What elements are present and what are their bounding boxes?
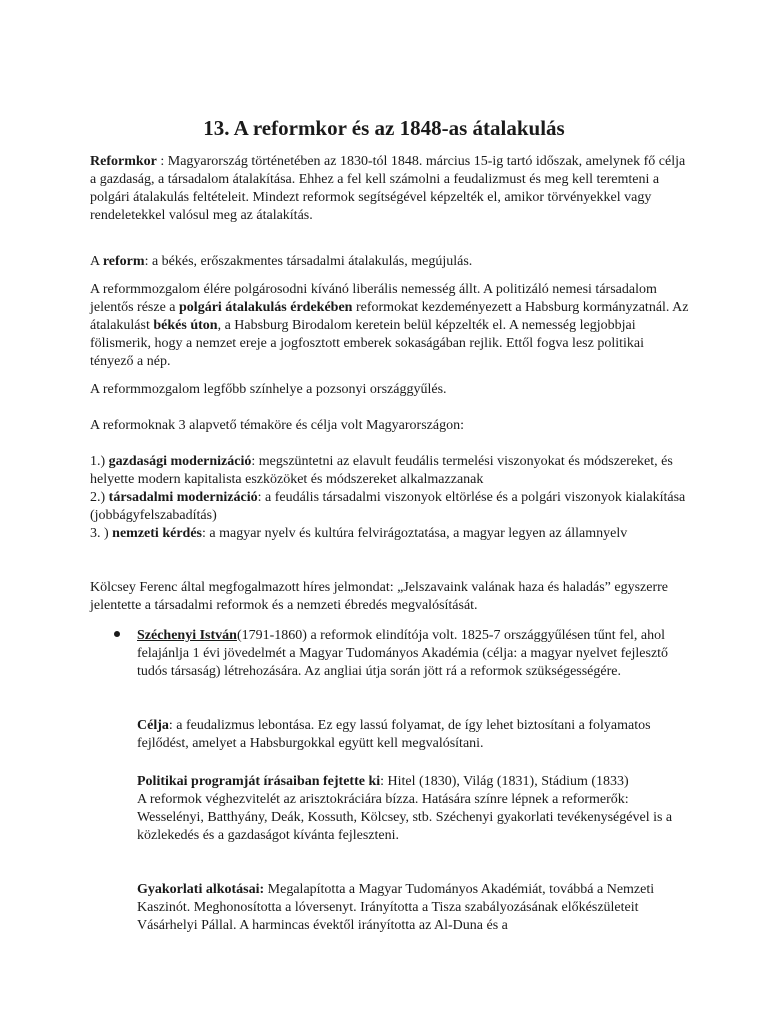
list-item-nemzeti <box>90 525 690 543</box>
term-gyakorlati: Gyakorlati alkotásai: <box>137 882 265 897</box>
paragraph-text: A <box>90 254 103 269</box>
list-text: : megszüntetni az elavult feudális termelési viszonyokat és módszereket, és helyette modern kapitalista eszközöket és módszereket alkalmazzanak <box>90 454 673 487</box>
paragraph-kolcsey: Kölcsey Ferenc által megfogalmazott híres jelmondat: „Jelszavaink valának haza és haladás” egyszerre jelentette a társadalmi reformok és a nemzeti ébredés megvalósítását. <box>90 580 669 613</box>
list-item-gazdasagi <box>90 453 690 489</box>
list-number: 2.) <box>90 490 109 505</box>
term-nemzeti: nemzeti kérdés <box>112 526 202 541</box>
list-item-tarsadalmi <box>90 489 690 525</box>
term-program: Politikai programját írásaiban fejtette ki <box>137 774 381 789</box>
paragraph-celja <box>137 717 692 753</box>
paragraph-temakorok: A reformoknak 3 alapvető témaköre és célja volt Magyarországon: <box>90 418 464 433</box>
bullet-icon <box>114 631 120 637</box>
paragraph-text: : a feudalizmus lebontása. Ez egy lassú folyamat, de így lehet biztosítani a folyamatos fejlődést, amelyet a Habsburgokkal együtt kell megvalósítani. <box>137 718 651 751</box>
name-szechenyi-text: Széchenyi István <box>137 628 237 643</box>
paragraph-text: : Magyarország történetében az 1830-tól 1848. március 15-ig tartó időszak, amelynek fő célja a gazdaság, a társadalom átalakítása. Ehhez a fel kell számolni a feudalizmust és meg kell teremteni a polgári átalakulás feltételeit. Mindezt reformok segítségével képzelték el, amikor törvényekkel vagy rendeletekkel valósul meg az átalakítás. <box>90 154 686 223</box>
paragraph-text: , a Habsburg Birodalom keretein belül képzelték el. A nemesség legjobbjai fölismerik, hogy a nemzet ereje a jogfosztott emberek sokaságában rejlik. Ettől fogva lesz politikai tényező a nép. <box>90 318 644 369</box>
term-celja: Célja <box>137 718 169 733</box>
paragraph-gyakorlati <box>137 881 692 935</box>
paragraph-text: A reformok véghezvitelét az arisztokráciára bízza. Hatására színre lépnek a reformerők: Wesselényi, Batthyány, Deák, Kossuth, Kölcsey, stb. Széchenyi gyakorlati tevékenységével is a közlekedés és a gazdaságot kívánta fejleszteni. <box>137 792 673 843</box>
term-reform: reform <box>102 254 145 269</box>
paragraph-text: reformokat kezdeményezett a Habsburg kormányzatnál. Az átalakulást <box>90 300 689 333</box>
list-number: 3. ) <box>90 526 113 541</box>
paragraph-reformmozgalom <box>90 281 690 371</box>
paragraph-reform <box>90 253 690 271</box>
term-reformkor: Reformkor <box>90 154 157 169</box>
paragraph-text: A reformmozgalom élére polgárosodni kívánó liberális nemesség állt. A politizáló nemesi társadalom jelentős része a <box>90 282 657 315</box>
paragraph-text: : a békés, erőszakmentes társadalmi átalakulás, megújulás. <box>144 254 473 269</box>
paragraph-szechenyi <box>137 627 692 681</box>
term-bekes-uton: békés úton <box>153 318 218 333</box>
paragraph-szinhely: A reformmozgalom legfőbb színhelye a pozsonyi országgyűlés. <box>90 382 447 397</box>
term-tarsadalmi: társadalmi modernizáció <box>108 490 258 505</box>
list-number: 1.) <box>90 454 109 469</box>
list-text: : a magyar nyelv és kultúra felvirágoztatása, a magyar legyen az államnyelv <box>201 526 628 541</box>
term-gazdasagi: gazdasági modernizáció <box>108 454 252 469</box>
paragraph-text: : Hitel (1830), Világ (1831), Stádium (1833) <box>380 774 629 789</box>
page-title: 13. A reformkor és az 1848-as átalakulás <box>203 116 565 140</box>
paragraph-reformkor <box>90 153 690 225</box>
paragraph-program <box>137 773 692 845</box>
paragraph-text: Megalapította a Magyar Tudományos Akadémiát, továbbá a Nemzeti Kaszinót. Meghonosította a lóversenyt. Irányította a Tisza szabályozásának előkészületeit Vásárhelyi Pállal. A harmincas évektől irányította az Al-Duna és a <box>137 882 655 933</box>
list-text: : a feudális társadalmi viszonyok eltörlése és a polgári viszonyok kialakítása (jobbágyfelszabadítás) <box>90 490 686 523</box>
name-szechenyi <box>137 628 237 643</box>
paragraph-text: (1791-1860) a reformok elindítója volt. 1825-7 országgyűlésen tűnt fel, ahol felajánlja 1 évi jövedelmét a Magyar Tudományos Akadémia (célja: a magyar nyelvet fejlesztő tudós társaság) létrehozására. Az angliai útja során jött rá a reformok szükségességére. <box>137 628 669 679</box>
term-polgari-atalakulas: polgári átalakulás érdekében <box>179 300 353 315</box>
